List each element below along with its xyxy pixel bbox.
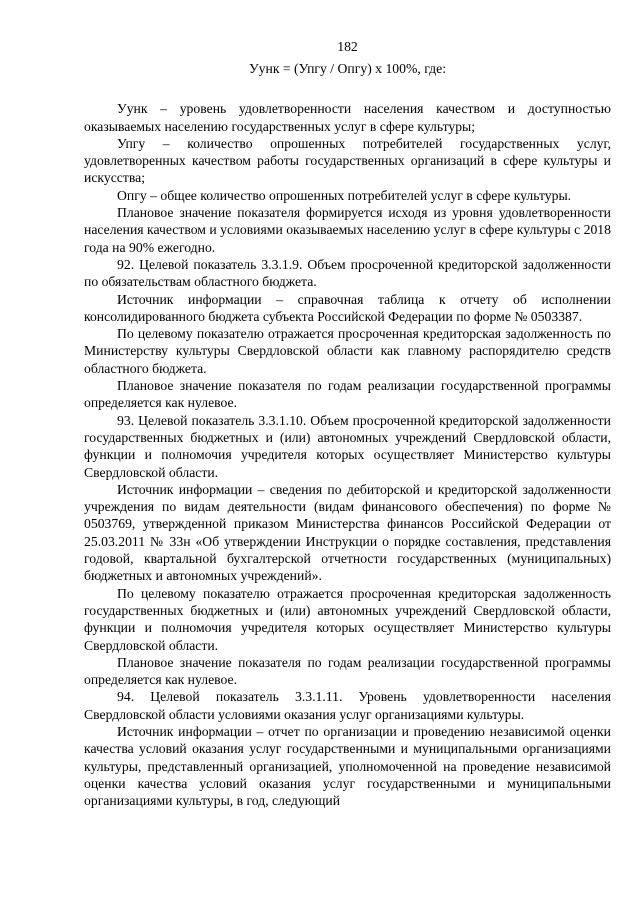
paragraph-upgu-definition: Упгу – количество опрошенных потребителей государственных услуг, удовлетворенных качеством работы государственных организаций в сфере культуры и искусства; [84,135,611,186]
paragraph-source-94: Источник информации – отчет по организации и проведению независимой оценки качества условий оказания услуг государственными и муниципальными организациями культуры, представленный организацией, уполномоченной на проведение независимой оценки качества условий оказания услуг государственными и муниципальными организациями культуры, в год, следующий [84,723,611,809]
page-number: 182 [337,39,358,54]
paragraph-indicator-94: 94. Целевой показатель 3.3.1.11. Уровень удовлетворенности населения Свердловской области условиями оказания услуг организациями культуры. [84,689,611,722]
paragraph-indicator-92: 92. Целевой показатель 3.3.1.9. Объем просроченной кредиторской задолженности по обязательствам областного бюджета. [84,256,611,290]
paragraph-uunk-definition: Уунк – уровень удовлетворенности населения качеством и доступностью оказываемых населению государственных услуг в сфере культуры; [84,101,611,134]
paragraph-opgu-definition: Опгу – общее количество опрошенных потребителей услуг в сфере культуры. [117,187,572,203]
paragraph-source-93: Источник информации – сведения по дебиторской и кредиторской задолженности учреждения по видам деятельности (видам финансового обеспечения) по форме № 0503769, утвержденной приказом Министерства финансов Российской Федерации от 25.03.2011 № 33н «Об утверждении Инструкции о порядке составления, представления годовой, квартальной бухгалтерской отчетности государственных (муниципальных) бюджетных и автономных учреждений». [84,481,611,584]
formula: Уунк = (Упгу / Опгу) х 100%, где: [248,61,446,76]
document-page [84,38,611,809]
paragraph-source-92: Источник информации – справочная таблица к отчету об исполнении консолидированного бюджета субъекта Российской Федерации по форме № 0503387. [84,291,611,324]
paragraph-planned-92: Плановое значение показателя по годам реализации государственной программы определяется как нулевое. [84,378,611,411]
paragraph-reflection-93: По целевому показателю отражается просроченная кредиторская задолженность государственных бюджетных и (или) автономных учреждений Свердловской области, функции и полномочия учредителя которых осуществляет Министерство культуры Свердловской области. [84,585,611,653]
paragraph-planned-value: Плановое значение показателя формируется исходя из уровня удовлетворенности населения качеством и условиями оказываемых населению услуг в сфере культуры с 2018 года на 90% ежегодно. [84,205,611,255]
paragraph-indicator-93: 93. Целевой показатель 3.3.1.10. Объем просроченной кредиторской задолженности государственных бюджетных и (или) автономных учреждений Свердловской области, функции и полномочия учредителя которых осуществляет Министерство культуры Свердловской области. [84,412,611,480]
paragraph-planned-93: Плановое значение показателя по годам реализации государственной программы определяется как нулевое. [84,654,611,688]
paragraph-reflection-92: По целевому показателю отражается просроченная кредиторская задолженность по Министерству культуры Свердловской области как главному распорядителю средств областного бюджета. [84,326,611,376]
